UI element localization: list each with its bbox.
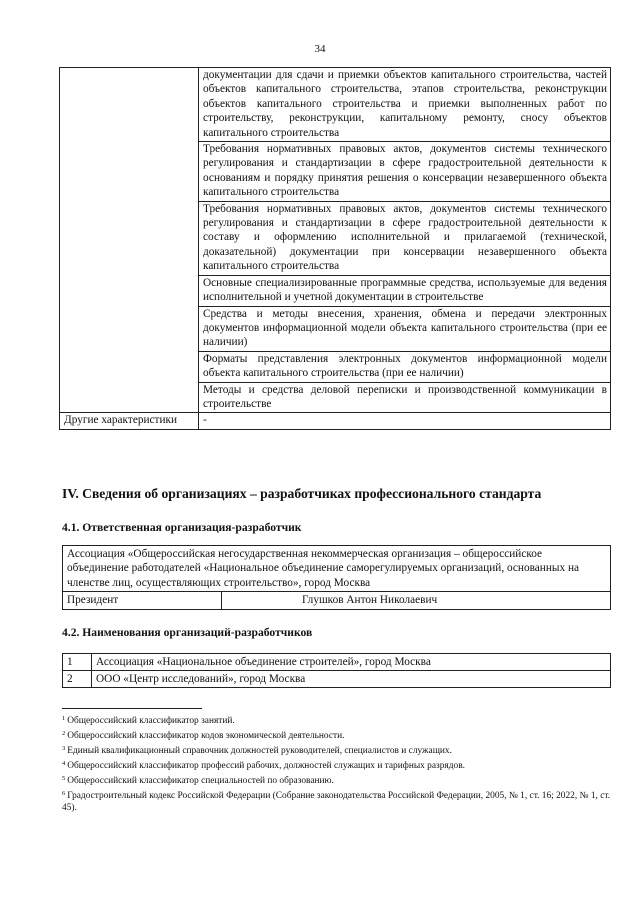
page-number: 34 bbox=[314, 43, 326, 55]
requirements-table bbox=[59, 67, 611, 430]
section-title: IV. Сведения об организациях – разработчиках профессионального стандарта bbox=[62, 486, 542, 501]
table-row bbox=[63, 671, 611, 688]
footnote-mark: 5 bbox=[62, 774, 66, 782]
footnote-text: Градостроительный кодекс Российской Федерации (Собрание законодательства Российской Федерации, 2005, № 1, ст. 16; 2022, № 1, ст. 45). bbox=[62, 790, 611, 814]
footnote-text: Общероссийский классификатор кодов экономической деятельности. bbox=[67, 730, 345, 741]
footnotes bbox=[62, 713, 614, 815]
footnote-item bbox=[62, 758, 614, 773]
developer-number: 1 bbox=[63, 654, 92, 671]
head-position: Президент bbox=[63, 592, 222, 609]
table-row bbox=[60, 413, 611, 429]
footnote-mark: 3 bbox=[62, 744, 66, 752]
developer-name: Ассоциация «Национальное объединение строителей», город Москва bbox=[92, 654, 611, 671]
developer-number: 2 bbox=[63, 671, 92, 688]
footnote-mark: 4 bbox=[62, 759, 66, 767]
requirement-text: Требования нормативных правовых актов, документов системы технического регулирования и стандартизации в сфере градостроительной деятельности к основаниям и порядку принятия решения о консервации незавершенного объекта капитального строительства bbox=[199, 142, 611, 202]
footnote-item bbox=[62, 713, 614, 728]
footnote-item bbox=[62, 743, 614, 758]
head-name: Глушков Антон Николаевич bbox=[222, 592, 611, 609]
footnote-mark: 6 bbox=[62, 789, 66, 797]
requirement-text: Форматы представления электронных документов информационной модели объекта капитального строительства (при ее наличии) bbox=[199, 351, 611, 382]
footnote-mark: 1 bbox=[62, 715, 66, 722]
requirement-text: Методы и средства деловой переписки и производственной коммуникации в строительстве bbox=[199, 382, 611, 413]
table-row bbox=[63, 654, 611, 671]
requirement-text: Средства и методы внесения, хранения, обмена и передачи электронных документов информационной модели объекта капитального строительства (при ее наличии) bbox=[199, 306, 611, 351]
subsection-title-responsible: 4.1. Ответственная организация-разработчик bbox=[62, 521, 302, 534]
footnote-text: Общероссийский классификатор занятий. bbox=[67, 716, 235, 726]
developers-table bbox=[62, 653, 611, 688]
table-row bbox=[63, 592, 611, 609]
footnote-text: Общероссийский классификатор профессий рабочих, должностей служащих и тарифных разрядов. bbox=[67, 760, 465, 771]
footnote-text: Единый квалификационный справочник должностей руководителей, специалистов и служащих. bbox=[67, 745, 452, 756]
footnote-item bbox=[62, 773, 614, 788]
footnote-item bbox=[62, 788, 614, 816]
other-characteristics-value: - bbox=[199, 413, 611, 429]
table-row bbox=[60, 68, 611, 142]
requirement-text: Основные специализированные программные средства, используемые для ведения исполнительной и учетной документации в строительстве bbox=[199, 275, 611, 306]
footnote-item bbox=[62, 728, 614, 743]
subsection-title-developers: 4.2. Наименования организаций-разработчиков bbox=[62, 626, 313, 639]
requirements-label-cell bbox=[60, 68, 199, 413]
footnote-separator bbox=[62, 708, 202, 709]
other-characteristics-label: Другие характеристики bbox=[60, 413, 199, 429]
table-row bbox=[63, 546, 611, 592]
responsible-org-table bbox=[62, 545, 611, 610]
developer-name: ООО «Центр исследований», город Москва bbox=[92, 671, 611, 688]
requirement-text: Требования нормативных правовых актов, документов системы технического регулирования и стандартизации в сфере градостроительной деятельности к составу и оформлению исполнительной и прилагаемой (технической, доказательной) документации при консервации незавершенного объекта капитального строительства bbox=[199, 201, 611, 275]
requirement-text: документации для сдачи и приемки объектов капитального строительства, частей объектов капитального строительства, этапов строительства, реконструкции объектов капитального строительства и приемки выполненных работ по строительству, реконструкции, капитальному ремонту, сносу объектов капитального строительства bbox=[199, 68, 611, 142]
footnote-text: Общероссийский классификатор специальностей по образованию. bbox=[67, 775, 334, 786]
responsible-org-name: Ассоциация «Общероссийская негосударственная некоммерческая организация – общероссийское объединение работодателей «Национальное объединение саморегулируемых организаций, основанных на членстве лиц, осуществляющих строительство», город Москва bbox=[63, 546, 611, 592]
footnote-mark: 2 bbox=[62, 729, 66, 737]
